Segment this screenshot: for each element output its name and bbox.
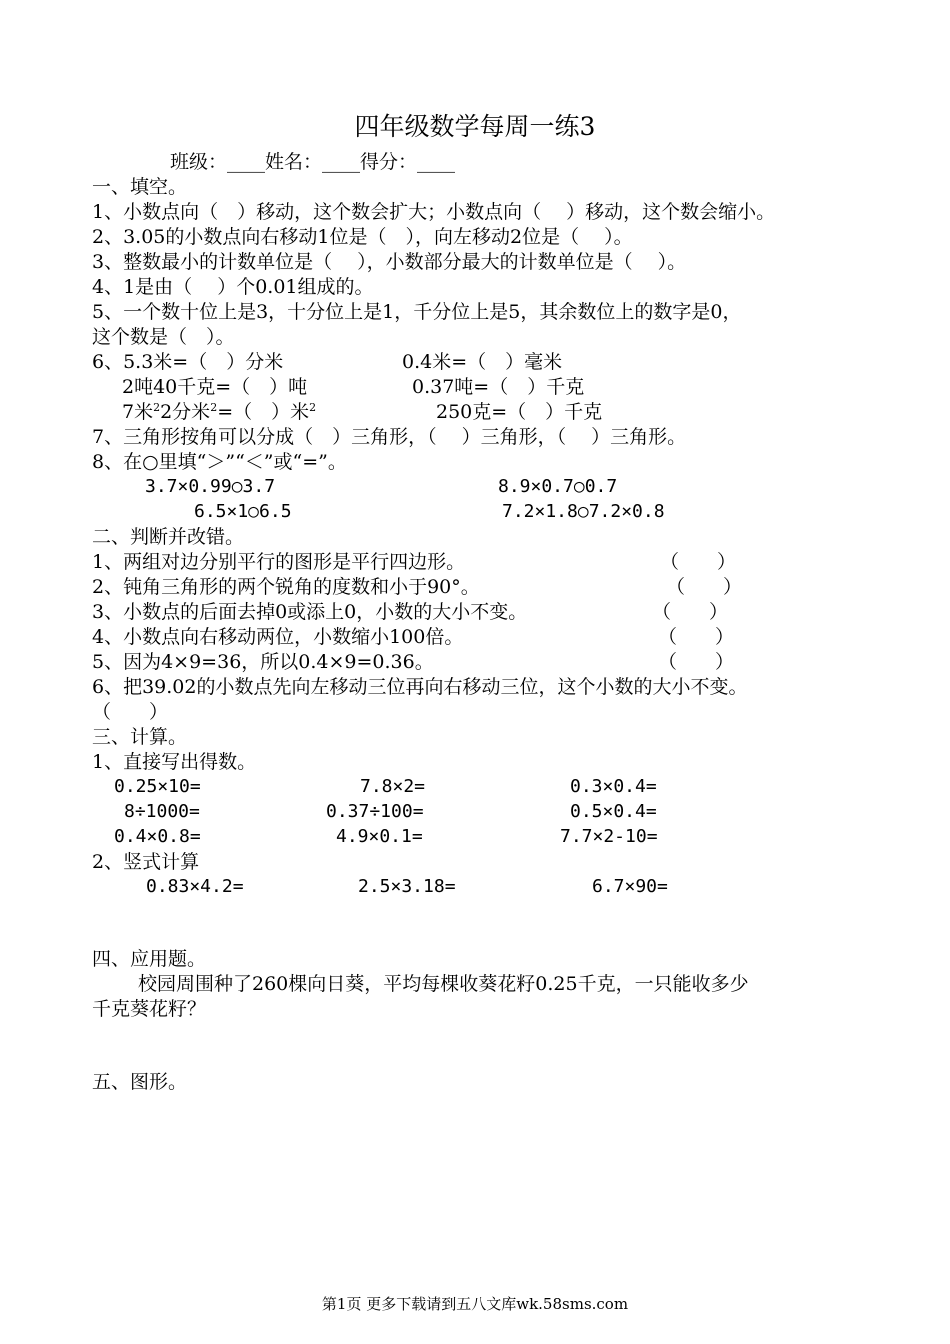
page-footer: 第1页 更多下载请到五八文库wk.58sms.com [321, 1295, 629, 1313]
question-6-row2-left: 2吨40千克=（ ）吨 [122, 376, 308, 398]
calc-item: 0.37÷100= [326, 801, 424, 822]
question-7: 7、三角形按角可以分成（ ）三角形，（ ）三角形，（ ）三角形。 [92, 426, 687, 448]
calc-item: 4.9×0.1= [336, 826, 423, 847]
judge-item-4: 4、小数点向右移动两位，小数缩小100倍。 [92, 626, 464, 648]
q6-r3-part-b: 2分米 [160, 401, 211, 423]
calc-item: 8÷1000= [124, 801, 200, 822]
q8-item-3: 6.5×1○6.5 [194, 501, 292, 522]
calc-item: 0.4×0.8= [114, 826, 201, 847]
question-2: 2、3.05的小数点向右移动1位是（ ），向左移动2位是（ ）。 [92, 226, 633, 248]
calc-item: 7.7×2-10= [560, 826, 658, 847]
header-info-line: 班级：____姓名：____得分：____ [170, 151, 456, 173]
calc-subheading-2: 2、竖式计算 [92, 851, 200, 873]
q8-item-4: 7.2×1.8○7.2×0.8 [502, 501, 665, 522]
question-8: 8、在○里填“＞”“＜”或“=”。 [92, 451, 347, 473]
judge-item-3: 3、小数点的后面去掉0或添上0，小数的大小不变。 [92, 601, 528, 623]
question-5-line1: 5、一个数十位上是3，十分位上是1，千分位上是5，其余数位上的数字是0， [92, 301, 742, 323]
question-6-row1-left: 6、5.3米=（ ）分米 [92, 351, 284, 373]
judge-paren-2: （ ） [666, 576, 743, 598]
question-4: 4、1是由（ ）个0.01组成的。 [92, 276, 374, 298]
word-problem-line2: 千克葵花籽？ [92, 998, 207, 1020]
section5-heading: 五、图形。 [92, 1071, 188, 1093]
judge-item-1: 1、两组对边分别平行的图形是平行四边形。 [92, 551, 466, 573]
superscript-2: 2 [153, 401, 161, 414]
q8-item-2: 8.9×0.7○0.7 [498, 476, 618, 497]
judge-paren-1: （ ） [660, 551, 737, 573]
question-6-row3-right: 250克=（ ）千克 [436, 401, 603, 423]
calc-item: 7.8×2= [360, 776, 426, 797]
judge-paren-5: （ ） [658, 651, 735, 673]
superscript-2: 2 [309, 401, 317, 414]
judge-paren-3: （ ） [652, 601, 729, 623]
calc-subheading-1: 1、直接写出得数。 [92, 751, 257, 773]
page-title: 四年级数学每周一练3 [354, 112, 596, 141]
section4-heading: 四、应用题。 [92, 948, 207, 970]
section2-heading: 二、判断并改错。 [92, 526, 245, 548]
question-6-row2-right: 0.37吨=（ ）千克 [412, 376, 585, 398]
judge-item-2: 2、钝角三角形的两个锐角的度数和小于90°。 [92, 576, 480, 598]
calc-item: 0.25×10= [114, 776, 201, 797]
calc-item: 0.5×0.4= [570, 801, 657, 822]
vertical-calc-item: 0.83×4.2= [146, 876, 244, 897]
section3-heading: 三、计算。 [92, 726, 188, 748]
vertical-calc-item: 2.5×3.18= [358, 876, 456, 897]
question-6-row1-right: 0.4米=（ ）毫米 [402, 351, 563, 373]
judge-paren-6: （ ） [92, 701, 169, 723]
question-3: 3、整数最小的计数单位是（ ），小数部分最大的计数单位是（ ）。 [92, 251, 687, 273]
judge-item-6: 6、把39.02的小数点先向左移动三位再向右移动三位，这个小数的大小不变。 [92, 676, 748, 698]
judge-item-5: 5、因为4×9=36，所以0.4×9=0.36。 [92, 651, 434, 673]
q6-r3-part-c: =（ ）米 [217, 401, 310, 423]
word-problem-line1: 校园周围种了260棵向日葵，平均每棵收葵花籽0.25千克，一只能收多少 [138, 973, 749, 995]
judge-paren-4: （ ） [658, 626, 735, 648]
superscript-2: 2 [210, 401, 218, 414]
calc-item: 0.3×0.4= [570, 776, 657, 797]
question-5-line2: 这个数是（ ）。 [92, 326, 235, 348]
q8-item-1: 3.7×0.99○3.7 [145, 476, 276, 497]
vertical-calc-item: 6.7×90= [592, 876, 668, 897]
q6-r3-part-a: 7米 [122, 401, 154, 423]
question-1: 1、小数点向（ ）移动，这个数会扩大；小数点向（ ）移动，这个数会缩小。 [92, 201, 776, 223]
question-6-row3-left [122, 400, 316, 424]
section1-heading: 一、填空。 [92, 176, 188, 198]
